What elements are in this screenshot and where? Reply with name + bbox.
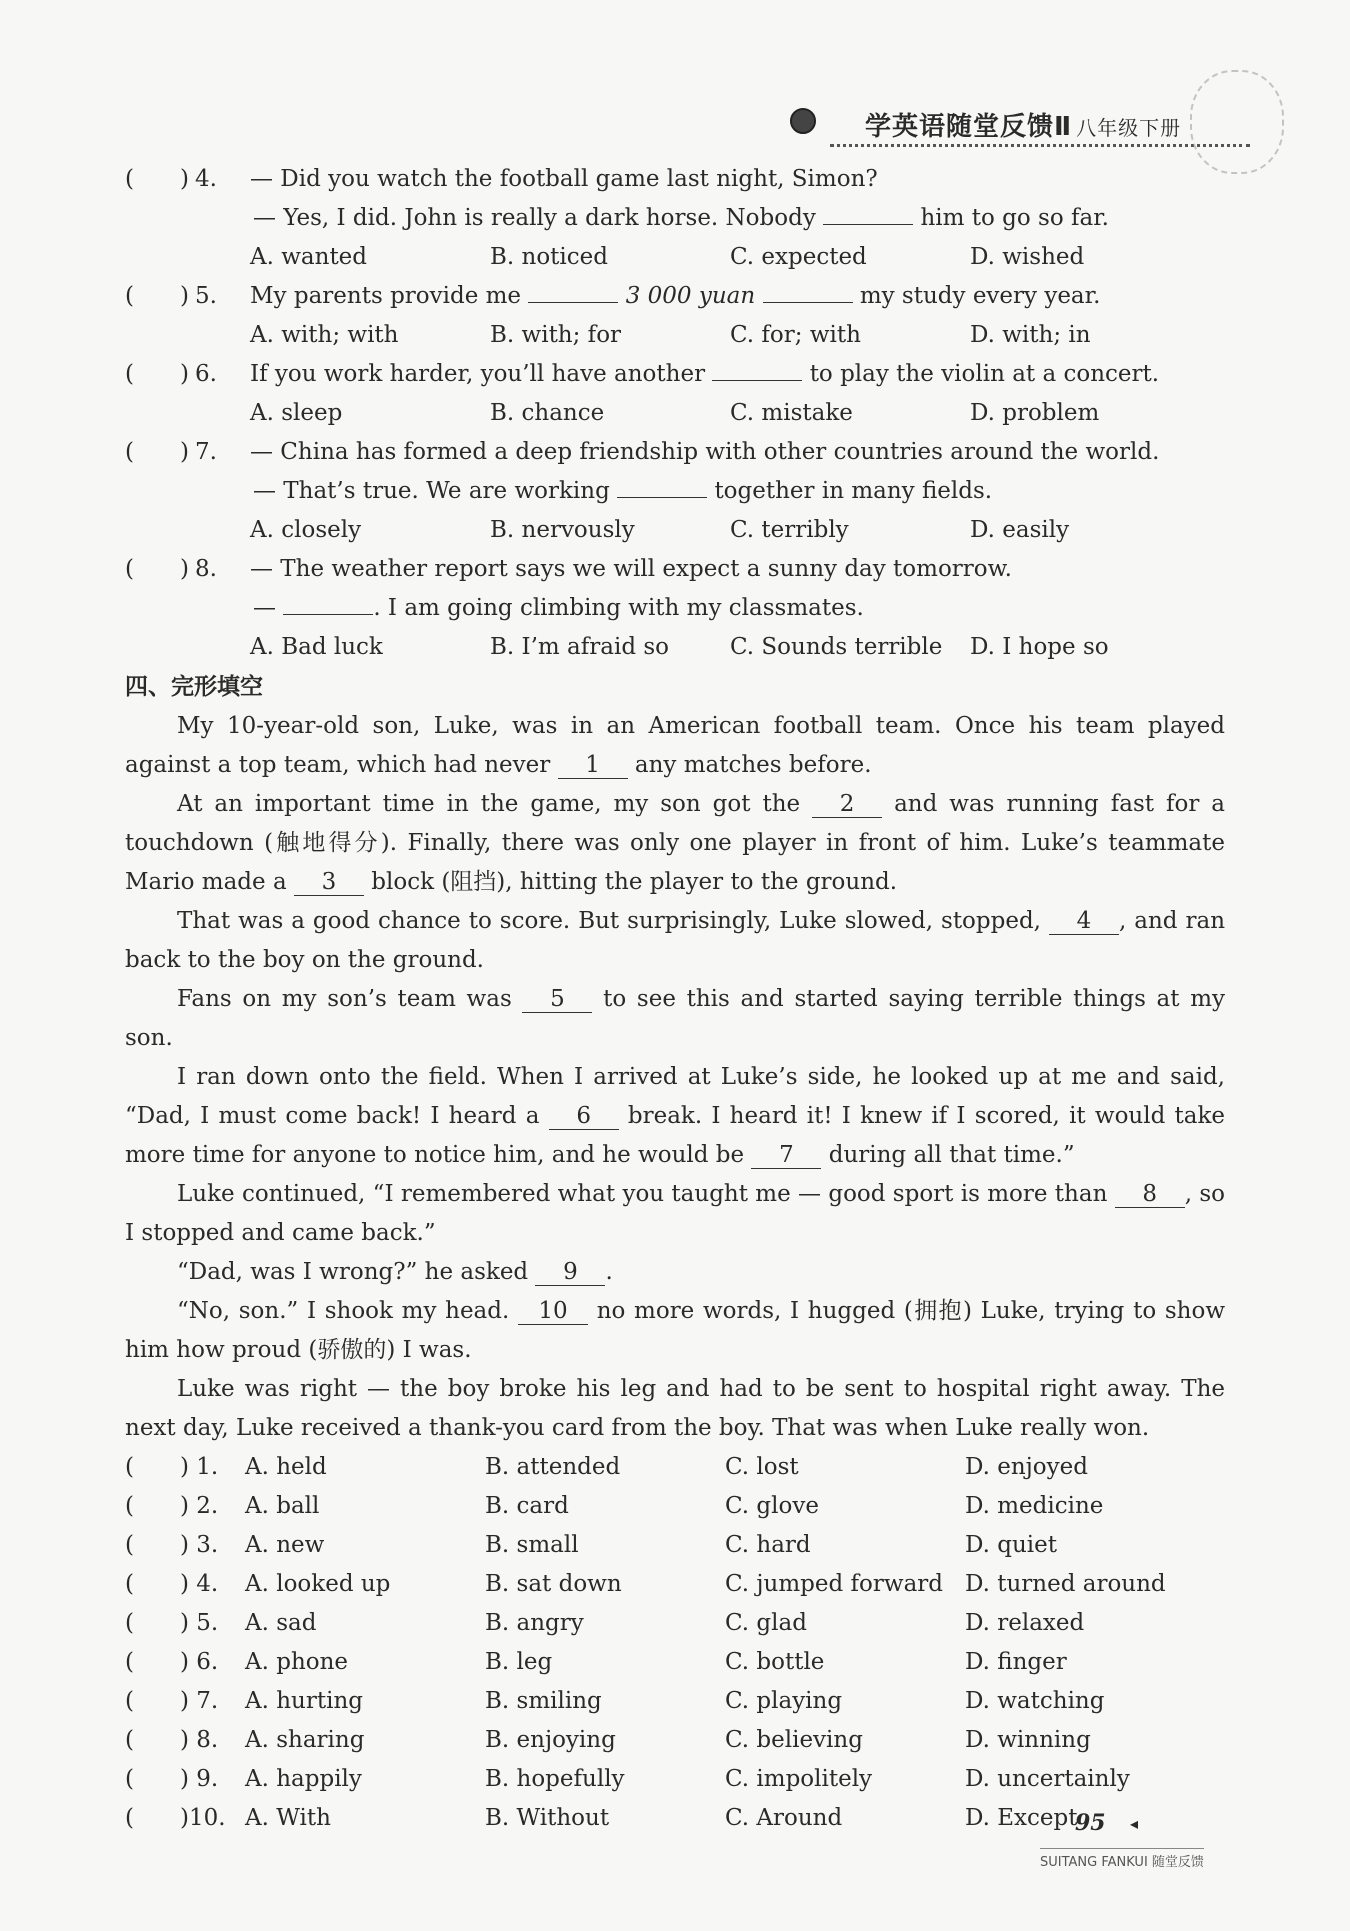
option-d[interactable]: D. finger (965, 1649, 1067, 1675)
question-4 (125, 160, 1225, 277)
option-b[interactable]: B. smiling (485, 1688, 602, 1714)
answer-paren[interactable]: ( ) 5. (125, 1610, 219, 1636)
passage-paragraph: Luke was right — the boy broke his leg and had to be sent to hospital right away. The next day, Luke received a thank-you card from the boy. That was when Luke really won. (125, 1376, 1225, 1441)
arrow-left-icon: ◂ (1130, 1814, 1139, 1833)
option-a[interactable]: A. new (245, 1532, 325, 1558)
option-c[interactable]: C. playing (725, 1688, 843, 1714)
cloze-blank[interactable]: 4 (1049, 908, 1119, 935)
option-d[interactable]: D. uncertainly (965, 1766, 1130, 1792)
passage-paragraph: My 10-year-old son, Luke, was in an American football team. Once his team played against a top team, which had never 1 any matches before. (125, 713, 1225, 778)
options-row (250, 628, 1225, 667)
option-b[interactable]: B. sat down (485, 1571, 622, 1597)
answer-paren[interactable]: ( ) 7. (125, 1688, 219, 1714)
passage-paragraph: I ran down onto the field. When I arrived at Luke’s side, he looked up at me and said, “Dad, I must come back! I heard a 6 break. I heard it! I knew if I scored, it would take more time for anyone to notice him, and he would be 7 during all that time.” (125, 1064, 1226, 1168)
cloze-question (125, 1799, 1225, 1838)
option-d[interactable]: D. enjoyed (965, 1454, 1088, 1480)
question-7 (125, 433, 1225, 550)
option-d[interactable]: D. quiet (965, 1532, 1057, 1558)
option-a[interactable]: A. phone (245, 1649, 349, 1675)
option-c[interactable]: C. terribly (730, 517, 849, 543)
option-c[interactable]: C. glad (725, 1610, 807, 1636)
cloze-question (125, 1487, 1225, 1526)
option-b[interactable]: B. angry (485, 1610, 584, 1636)
passage-paragraph: “Dad, was I wrong?” he asked 9 . (177, 1259, 613, 1285)
question-number: 4. (195, 166, 217, 192)
option-d[interactable]: D. winning (965, 1727, 1091, 1753)
answer-blank[interactable] (712, 356, 802, 381)
answer-paren[interactable]: ( ) (125, 361, 189, 387)
cloze-question (125, 1721, 1225, 1760)
question-6 (125, 355, 1225, 433)
page-number: 95 (1075, 1810, 1106, 1836)
question-line: My parents provide me 3 000 yuan my study every year. (250, 277, 1225, 316)
options-row (250, 316, 1225, 355)
option-d[interactable]: D. relaxed (965, 1610, 1085, 1636)
cloze-blank[interactable]: 3 (294, 869, 364, 896)
option-b[interactable]: B. attended (485, 1454, 621, 1480)
question-line: — Did you watch the football game last night, Simon? (250, 166, 878, 192)
cloze-question (125, 1682, 1225, 1721)
question-line: — The weather report says we will expect a sunny day tomorrow. (250, 556, 1012, 582)
option-c[interactable]: C. hard (725, 1532, 811, 1558)
option-a[interactable]: A. sleep (250, 400, 343, 426)
answer-paren[interactable]: ( ) 2. (125, 1493, 219, 1519)
option-b[interactable]: B. with; for (490, 322, 622, 348)
option-a[interactable]: A. looked up (245, 1571, 391, 1597)
answer-paren[interactable]: ( ) (125, 283, 189, 309)
answer-paren[interactable]: ( ) 3. (125, 1532, 219, 1558)
question-number: 7. (195, 439, 217, 465)
flower-decoration-icon (1190, 70, 1284, 174)
cloze-blank[interactable]: 5 (522, 986, 592, 1013)
options-row (250, 238, 1225, 277)
option-a[interactable]: A. ball (245, 1493, 320, 1519)
option-b[interactable]: B. card (485, 1493, 569, 1519)
option-a[interactable]: A. with; with (250, 322, 399, 348)
option-a[interactable]: A. With (245, 1805, 331, 1831)
cloze-questions (125, 1448, 1225, 1838)
option-d[interactable]: D. medicine (965, 1493, 1104, 1519)
option-b[interactable]: B. leg (485, 1649, 553, 1675)
option-a[interactable]: A. sad (245, 1610, 317, 1636)
passage-paragraph: Luke continued, “I remembered what you taught me — good sport is more than 8 , so I stopped and came back.” (125, 1181, 1226, 1246)
page-header (790, 100, 1240, 150)
answer-blank[interactable] (823, 200, 913, 225)
option-d[interactable]: D. I hope so (970, 634, 1109, 660)
question-line: — China has formed a deep friendship with other countries around the world. (250, 439, 1160, 465)
option-d[interactable]: D. turned around (965, 1571, 1166, 1597)
option-d[interactable]: D. wished (970, 244, 1085, 270)
question-line: If you work harder, you’ll have another to play the violin at a concert. (250, 355, 1225, 394)
option-d[interactable]: D. easily (970, 517, 1070, 543)
passage-paragraph: At an important time in the game, my son got the 2 and was running fast for a touchdown (触地得分). Finally, there was only one player in front of him. Luke’s teammate Mario made a 3 block (阻挡), hitting the player to the ground. (125, 791, 1225, 895)
cloze-blank[interactable]: 6 (549, 1103, 619, 1130)
circle-logo-icon (790, 108, 816, 134)
answer-paren[interactable]: ( ) 8. (125, 1727, 219, 1753)
answer-paren[interactable]: ( ) (125, 439, 189, 465)
cloze-question (125, 1604, 1225, 1643)
option-b[interactable]: B. noticed (490, 244, 608, 270)
question-line: — Yes, I did. John is really a dark horse. Nobody him to go so far. (253, 199, 1225, 238)
answer-paren[interactable]: ( ) 1. (125, 1454, 219, 1480)
option-c[interactable]: C. bottle (725, 1649, 825, 1675)
cloze-passage (125, 707, 1225, 1448)
option-c[interactable]: C. expected (730, 244, 867, 270)
page-content (125, 160, 1225, 1838)
option-c[interactable]: C. for; with (730, 322, 861, 348)
option-c[interactable]: C. jumped forward (725, 1571, 943, 1597)
option-c[interactable]: C. Around (725, 1805, 843, 1831)
option-c[interactable]: C. mistake (730, 400, 853, 426)
answer-paren[interactable]: ( ) 4. (125, 1571, 219, 1597)
question-number: 5. (195, 283, 217, 309)
option-b[interactable]: B. chance (490, 400, 605, 426)
cloze-blank[interactable]: 7 (751, 1142, 821, 1169)
passage-paragraph: “No, son.” I shook my head. 10 no more words, I hugged (拥抱) Luke, trying to show him how proud (骄傲的) I was. (125, 1298, 1226, 1363)
cloze-blank[interactable]: 8 (1115, 1181, 1185, 1208)
answer-paren[interactable]: ( )10. (125, 1805, 226, 1831)
answer-blank[interactable] (528, 278, 618, 303)
option-d[interactable]: D. Except (965, 1805, 1078, 1831)
cloze-question (125, 1448, 1225, 1487)
option-a[interactable]: A. happily (245, 1766, 362, 1792)
cloze-blank[interactable]: 1 (558, 752, 628, 779)
passage-paragraph: Fans on my son’s team was 5 to see this and started saying terrible things at my son. (125, 986, 1225, 1051)
options-row (250, 394, 1225, 433)
option-a[interactable]: A. Bad luck (250, 634, 383, 660)
cloze-blank[interactable]: 10 (518, 1298, 588, 1325)
section-title: 四、完形填空 (125, 674, 263, 700)
answer-paren[interactable]: ( ) 9. (125, 1766, 219, 1792)
option-a[interactable]: A. closely (250, 517, 362, 543)
header-title: 学英语随堂反馈Ⅱ 八年级下册 (865, 112, 1182, 142)
option-b[interactable]: B. I’m afraid so (490, 634, 670, 660)
cloze-blank[interactable]: 2 (812, 791, 882, 818)
option-c[interactable]: C. believing (725, 1727, 863, 1753)
option-c[interactable]: C. glove (725, 1493, 819, 1519)
answer-paren[interactable]: ( ) (125, 556, 189, 582)
question-5 (125, 277, 1225, 355)
option-c[interactable]: C. Sounds terrible (730, 634, 943, 660)
option-a[interactable]: A. sharing (245, 1727, 365, 1753)
header-subtitle: 八年级下册 (1076, 116, 1182, 140)
answer-blank[interactable] (283, 590, 373, 615)
cloze-question (125, 1643, 1225, 1682)
option-a[interactable]: A. held (245, 1454, 327, 1480)
question-8 (125, 550, 1225, 667)
option-b[interactable]: B. hopefully (485, 1766, 625, 1792)
option-b[interactable]: B. Without (485, 1805, 610, 1831)
question-number: 8. (195, 556, 217, 582)
option-a[interactable]: A. hurting (245, 1688, 363, 1714)
question-line: — That’s true. We are working together in many fields. (253, 472, 1225, 511)
option-b[interactable]: B. nervously (490, 517, 635, 543)
cloze-question (125, 1565, 1225, 1604)
option-d[interactable]: D. problem (970, 400, 1100, 426)
question-number: 6. (195, 361, 217, 387)
answer-blank[interactable] (617, 473, 707, 498)
cloze-question (125, 1526, 1225, 1565)
answer-blank[interactable] (763, 278, 853, 303)
option-c[interactable]: C. impolitely (725, 1766, 873, 1792)
answer-paren[interactable]: ( ) 6. (125, 1649, 219, 1675)
options-row (250, 511, 1225, 550)
answer-paren[interactable]: ( ) (125, 166, 189, 192)
option-b[interactable]: B. small (485, 1532, 579, 1558)
cloze-question (125, 1760, 1225, 1799)
option-d[interactable]: D. watching (965, 1688, 1105, 1714)
cloze-blank[interactable]: 9 (535, 1259, 605, 1286)
header-divider (830, 144, 1250, 147)
question-line: — . I am going climbing with my classmates. (253, 589, 1225, 628)
passage-paragraph: That was a good chance to score. But surprisingly, Luke slowed, stopped, 4 , and ran back to the boy on the ground. (125, 908, 1226, 973)
option-c[interactable]: C. lost (725, 1454, 799, 1480)
footer-brand: SUITANG FANKUI 随堂反馈 (1040, 1848, 1204, 1870)
option-d[interactable]: D. with; in (970, 322, 1091, 348)
option-a[interactable]: A. wanted (250, 244, 368, 270)
option-b[interactable]: B. enjoying (485, 1727, 616, 1753)
